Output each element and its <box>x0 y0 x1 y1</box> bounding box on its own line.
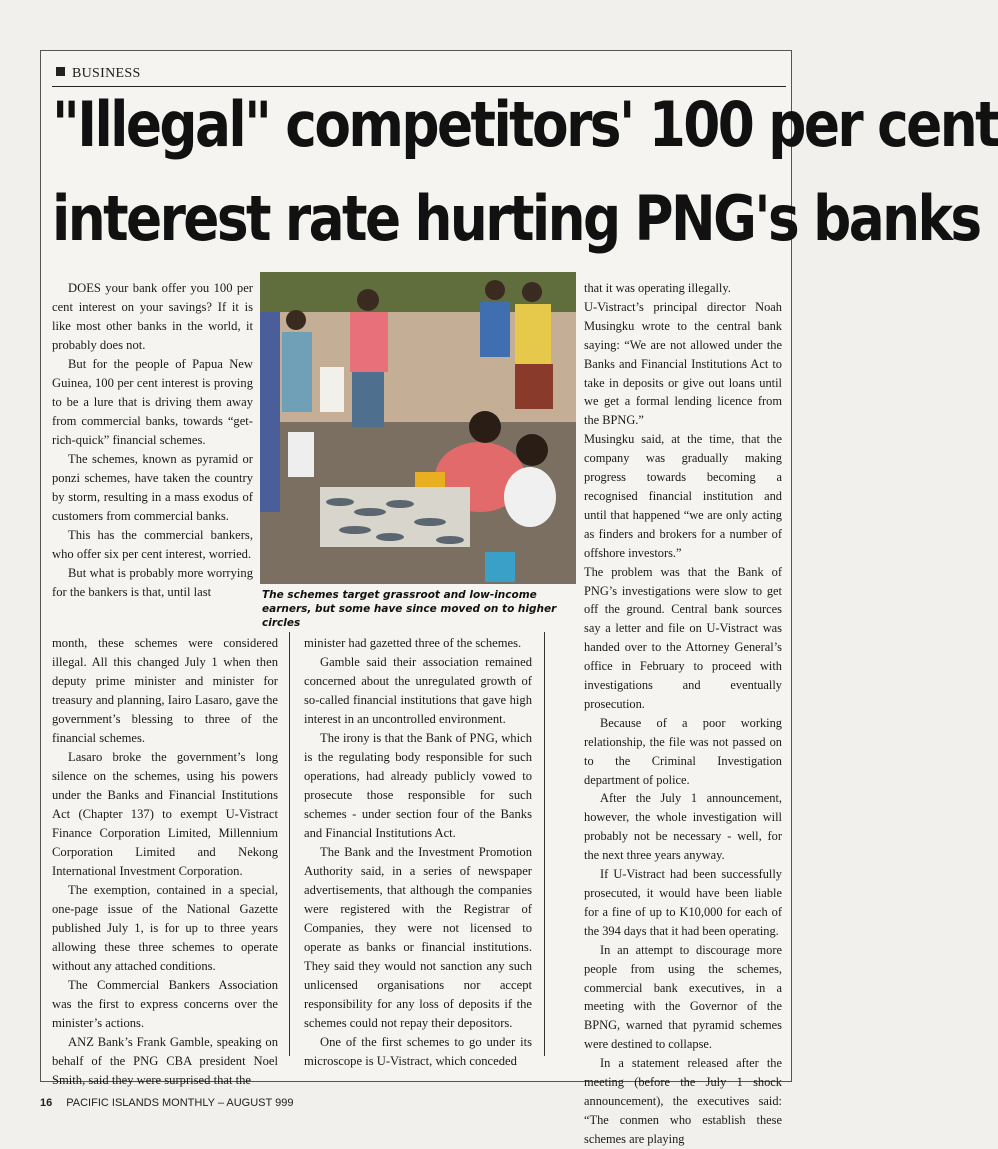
publication-line: PACIFIC ISLANDS MONTHLY – AUGUST 999 <box>66 1097 294 1109</box>
market-scene-illustration <box>260 272 576 584</box>
paragraph: One of the first schemes to go under its microscope is U-Vistract, which conceded <box>304 1035 532 1068</box>
section-rule <box>52 86 786 87</box>
paragraph: This has the commercial bankers, who offer six per cent interest, worried. <box>52 528 253 561</box>
paragraph: The Bank and the Investment Promotion Authority said, in a series of newspaper advertisements, that although the companies were registered with the Registrar of Companies, they were not licensed to operate as banks or financial institutions. They said they would not sanction any such unlicensed organisations nor accept responsibility for any loss of deposits if the schemes could not repay their depositors. <box>304 845 532 1030</box>
paragraph: In an attempt to discourage more people from using the schemes, commercial bank executives, in a meeting with the Governor of the BPNG, warned that pyramid schemes were destined to collapse. <box>584 942 782 1052</box>
paragraph: But for the people of Papua New Guinea, 100 per cent interest is proving to be a lure that is driving them away from commercial banks, towards “get-rich-quick” financial schemes. <box>52 357 253 447</box>
photo-caption: The schemes target grassroot and low-income earners, but some have since moved on to higher circles <box>262 589 557 629</box>
paragraph: The Commercial Bankers Association was the first to express concerns over the minister’s actions. <box>52 978 278 1030</box>
paragraph: minister had gazetted three of the schemes. <box>304 636 522 650</box>
paragraph: Because of a poor working relationship, the file was not passed on to the Criminal Investigation department of police. <box>584 715 782 787</box>
headline-line-2: interest rate hurting PNG's banks <box>52 182 980 255</box>
paragraph: If U-Vistract had been successfully prosecuted, it would have been liable for a fine of up to K10,000 for each of the 394 days that it had been operating. <box>584 867 782 938</box>
paragraph: But what is probably more worrying for the bankers is that, until last <box>52 566 253 599</box>
article-column-2 <box>304 634 532 1071</box>
article-photo <box>260 272 576 584</box>
section-bullet-icon <box>56 67 65 76</box>
article-column-1-lower <box>52 634 278 1090</box>
paragraph: The problem was that the Bank of PNG’s investigations were slow to get off the ground. Central bank sources say a letter and file on U-Vistract was handed over to the Attorney General’s office in February to proceed with investigations and eventually prosecution. <box>584 564 782 711</box>
paragraph: month, these schemes were considered illegal. All this changed July 1 when then deputy prime minister and minister for treasury and planning, Iairo Lasaro, gave the government’s blessing to three of the financial schemes. <box>52 636 278 745</box>
article-column-1-upper <box>52 279 253 602</box>
paragraph: The exemption, contained in a special, one-page issue of the National Gazette published July 1, is for up to three years allowing these three schemes to operate without any attached conditions. <box>52 883 278 973</box>
section-label <box>56 66 141 82</box>
page-footer <box>40 1097 293 1109</box>
paragraph: Musingku said, at the time, that the company was gradually making progress towards becoming a recognised financial institution and until that happened “we are only acting as finders and brokers for a number of offshore investors.” <box>584 432 782 560</box>
paragraph: ANZ Bank’s Frank Gamble, speaking on behalf of the PNG CBA president Noel Smith, said they were surprised that the <box>52 1035 278 1087</box>
paragraph: The schemes, known as pyramid or ponzi schemes, have taken the country by storm, resulting in a mass exodus of customers from commercial banks. <box>52 452 253 523</box>
paragraph: Lasaro broke the government’s long silence on the schemes, using his powers under the Banks and Financial Institutions Act (Chapter 137) to exempt U-Vistract Finance Corporation Limited, Millennium Corporation Limited and Nekong International Investment Corporation. <box>52 750 278 878</box>
paragraph: DOES your bank offer you 100 per cent interest on your savings? If it is like most other banks in the world, it probably does not. <box>52 281 253 352</box>
paragraph: In a statement released after the meeting (before the July 1 shock announcement), the executives said: “The conmen who establish these schemes are playing <box>584 1056 782 1146</box>
paragraph: Gamble said their association remained concerned about the unregulated growth of so-called financial institutions that gave high interest in an uncontrolled environment. <box>304 655 532 726</box>
paragraph: After the July 1 announcement, however, the whole investigation will probably not be necessary - well, for the next three years anyway. <box>584 791 782 863</box>
column-divider <box>289 632 290 1056</box>
paragraph: The irony is that the Bank of PNG, which is the regulating body responsible for such operations, had already publicly vowed to prosecute those responsible for such schemes - under section four of the Banks and Financial Institutions Act. <box>304 731 532 840</box>
headline-line-1: "Illegal" competitors' 100 per cent <box>52 88 998 161</box>
paragraph: U-Vistract’s principal director Noah Musingku wrote to the central bank saying: “We are not allowed under the Banks and Financial Institutions Act to take in deposits or give out loans until we get a formal lending licence from the BPNG.” <box>584 299 782 428</box>
article-column-3 <box>584 279 782 1149</box>
paragraph: that it was operating illegally. <box>584 281 731 295</box>
column-divider <box>544 632 545 1056</box>
section-name: BUSINESS <box>72 66 141 81</box>
page-number: 16 <box>40 1097 53 1109</box>
